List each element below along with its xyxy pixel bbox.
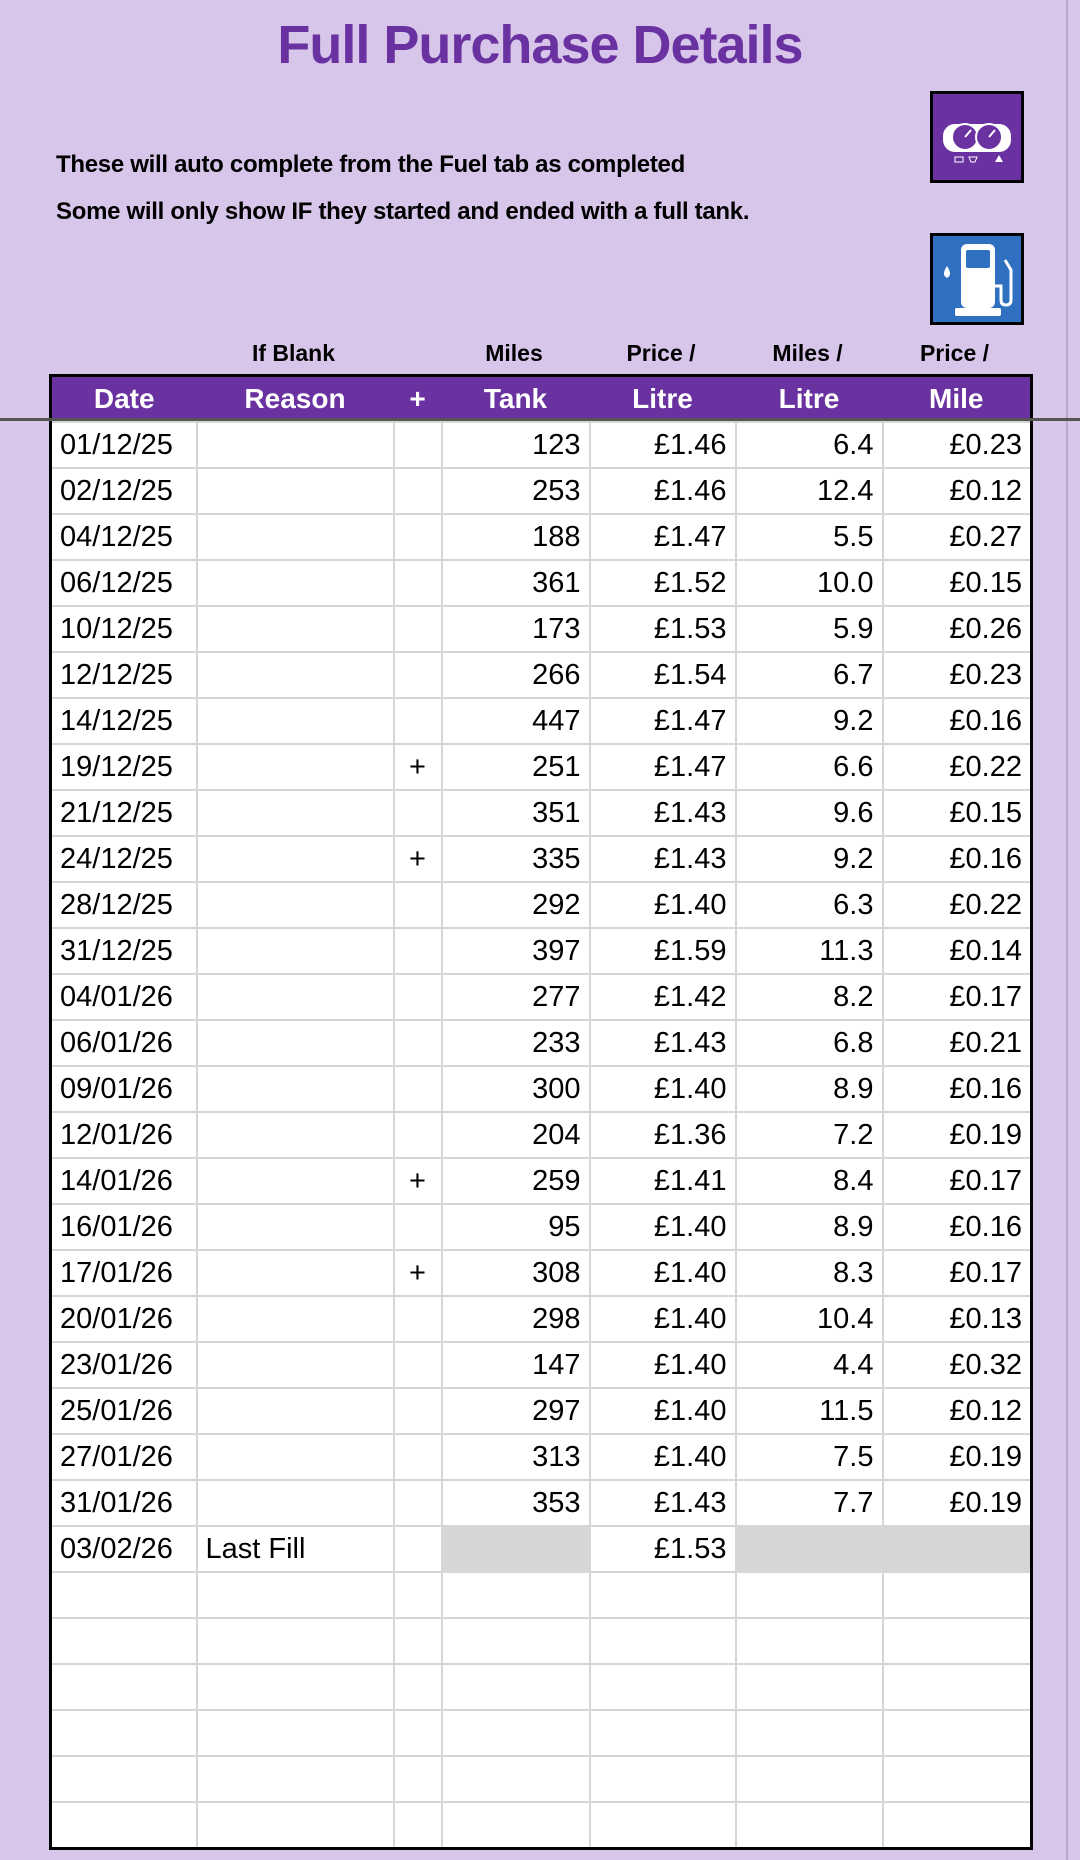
- cell-date[interactable]: 06/12/25: [51, 560, 197, 606]
- cell-reason[interactable]: [197, 974, 394, 1020]
- cell-plus[interactable]: [394, 468, 442, 514]
- cell-date[interactable]: 19/12/25: [51, 744, 197, 790]
- cell-plus[interactable]: [394, 514, 442, 560]
- cell-date[interactable]: 12/12/25: [51, 652, 197, 698]
- cell-reason[interactable]: [197, 1618, 394, 1664]
- cell-price-mile[interactable]: £0.23: [883, 422, 1032, 468]
- table-row: [51, 1204, 1032, 1250]
- cell-price-mile[interactable]: £0.19: [883, 1480, 1032, 1526]
- fuel-pump-icon[interactable]: [930, 233, 1024, 325]
- cell-price-mile[interactable]: £0.14: [883, 928, 1032, 974]
- cell-price-litre[interactable]: [590, 1618, 736, 1664]
- cell-reason[interactable]: [197, 1802, 394, 1849]
- empty-row: [51, 1618, 1032, 1664]
- cell-date[interactable]: 20/01/26: [51, 1296, 197, 1342]
- header-tank: Tank: [442, 376, 590, 423]
- table-row: [51, 1020, 1032, 1066]
- cell-plus[interactable]: [394, 1020, 442, 1066]
- cell-reason[interactable]: [197, 1572, 394, 1618]
- cell-price-litre[interactable]: £1.40: [590, 1388, 736, 1434]
- subheader-price-mile: Price /: [919, 340, 990, 366]
- cell-date[interactable]: 09/01/26: [51, 1066, 197, 1112]
- table-row: [51, 1296, 1032, 1342]
- cell-miles-litre[interactable]: [736, 1664, 883, 1710]
- cell-miles-litre[interactable]: 7.2: [736, 1112, 883, 1158]
- cell-price-mile[interactable]: [883, 1664, 1032, 1710]
- cell-tank[interactable]: 361: [442, 560, 590, 606]
- cell-tank[interactable]: 147: [442, 1342, 590, 1388]
- cell-price-litre[interactable]: £1.52: [590, 560, 736, 606]
- cell-price-litre[interactable]: £1.43: [590, 790, 736, 836]
- cell-tank[interactable]: [442, 1572, 590, 1618]
- cell-plus[interactable]: [394, 1342, 442, 1388]
- cell-date[interactable]: 06/01/26: [51, 1020, 197, 1066]
- table-row: [51, 928, 1032, 974]
- cell-plus[interactable]: [394, 1526, 442, 1572]
- cell-price-litre[interactable]: £1.47: [590, 744, 736, 790]
- cell-miles-litre[interactable]: [736, 1572, 883, 1618]
- cell-miles-litre[interactable]: 6.3: [736, 882, 883, 928]
- cell-miles-litre[interactable]: 5.5: [736, 514, 883, 560]
- cell-tank[interactable]: [442, 1710, 590, 1756]
- cell-plus[interactable]: [394, 882, 442, 928]
- empty-row: [51, 1572, 1032, 1618]
- empty-row: [51, 1664, 1032, 1710]
- cell-price-litre[interactable]: £1.40: [590, 1066, 736, 1112]
- cell-price-mile[interactable]: [883, 1710, 1032, 1756]
- cell-date[interactable]: 02/12/25: [51, 468, 197, 514]
- cell-tank[interactable]: 351: [442, 790, 590, 836]
- cell-reason[interactable]: [197, 514, 394, 560]
- page-title: Full Purchase Details: [277, 15, 803, 75]
- table-row: [51, 1250, 1032, 1296]
- table-row: [51, 790, 1032, 836]
- cell-tank[interactable]: 259: [442, 1158, 590, 1204]
- cell-price-litre[interactable]: [590, 1802, 736, 1849]
- table-row: [51, 1388, 1032, 1434]
- cell-date[interactable]: 12/01/26: [51, 1112, 197, 1158]
- cell-reason[interactable]: [197, 1204, 394, 1250]
- cell-reason[interactable]: [197, 1480, 394, 1526]
- cell-date[interactable]: 25/01/26: [51, 1388, 197, 1434]
- cell-tank[interactable]: [442, 1756, 590, 1802]
- cell-price-litre[interactable]: £1.47: [590, 514, 736, 560]
- cell-reason[interactable]: [197, 882, 394, 928]
- cell-miles-litre[interactable]: 9.2: [736, 698, 883, 744]
- cell-plus[interactable]: +: [394, 1158, 442, 1204]
- purchase-table: [49, 374, 1033, 1850]
- cell-plus[interactable]: [394, 928, 442, 974]
- cell-price-litre[interactable]: £1.54: [590, 652, 736, 698]
- table-row: [51, 514, 1032, 560]
- cell-reason[interactable]: [197, 1434, 394, 1480]
- table-row: [51, 1158, 1032, 1204]
- cell-plus[interactable]: [394, 652, 442, 698]
- cell-date[interactable]: 16/01/26: [51, 1204, 197, 1250]
- cell-plus[interactable]: [394, 560, 442, 606]
- cell-plus[interactable]: [394, 1756, 442, 1802]
- cell-price-mile[interactable]: £0.15: [883, 790, 1032, 836]
- cell-date[interactable]: 04/12/25: [51, 514, 197, 560]
- cell-tank[interactable]: 297: [442, 1388, 590, 1434]
- cell-reason[interactable]: [197, 560, 394, 606]
- cell-date[interactable]: [51, 1664, 197, 1710]
- cell-plus[interactable]: +: [394, 836, 442, 882]
- cell-tank[interactable]: 335: [442, 836, 590, 882]
- header-row: [51, 376, 1032, 423]
- cell-date[interactable]: [51, 1710, 197, 1756]
- cell-plus[interactable]: [394, 1066, 442, 1112]
- cell-price-litre[interactable]: £1.40: [590, 1434, 736, 1480]
- cell-tank[interactable]: 266: [442, 652, 590, 698]
- cell-plus[interactable]: [394, 1802, 442, 1849]
- cell-date[interactable]: 28/12/25: [51, 882, 197, 928]
- cell-plus[interactable]: [394, 1296, 442, 1342]
- cell-price-litre[interactable]: £1.46: [590, 468, 736, 514]
- cell-price-mile[interactable]: £0.17: [883, 974, 1032, 1020]
- cell-price-mile[interactable]: £0.22: [883, 744, 1032, 790]
- cell-price-mile[interactable]: £0.16: [883, 698, 1032, 744]
- cell-miles-litre[interactable]: 8.9: [736, 1066, 883, 1112]
- cell-reason[interactable]: [197, 928, 394, 974]
- cell-price-litre[interactable]: £1.43: [590, 1020, 736, 1066]
- cell-date[interactable]: 01/12/25: [51, 422, 197, 468]
- header-date: Date: [51, 376, 197, 423]
- cell-miles-litre[interactable]: [736, 1710, 883, 1756]
- cell-price-mile[interactable]: £0.12: [883, 1388, 1032, 1434]
- cell-plus[interactable]: +: [394, 1250, 442, 1296]
- cell-plus[interactable]: [394, 1618, 442, 1664]
- cell-miles-litre[interactable]: 7.5: [736, 1434, 883, 1480]
- cell-reason[interactable]: [197, 1066, 394, 1112]
- cell-miles-litre[interactable]: 6.6: [736, 744, 883, 790]
- cell-reason[interactable]: [197, 1710, 394, 1756]
- cell-miles-litre[interactable]: 11.3: [736, 928, 883, 974]
- cell-miles-litre[interactable]: 8.3: [736, 1250, 883, 1296]
- cell-reason[interactable]: [197, 652, 394, 698]
- cell-price-mile[interactable]: £0.26: [883, 606, 1032, 652]
- cell-date[interactable]: 14/12/25: [51, 698, 197, 744]
- cell-price-mile[interactable]: £0.16: [883, 1204, 1032, 1250]
- cell-reason[interactable]: [197, 422, 394, 468]
- cell-tank[interactable]: 173: [442, 606, 590, 652]
- cell-miles-litre[interactable]: 7.7: [736, 1480, 883, 1526]
- table-row: [51, 606, 1032, 652]
- subheader-price-litre: Price /: [626, 340, 696, 366]
- cell-tank[interactable]: 188: [442, 514, 590, 560]
- frozen-pane-divider: [0, 418, 1080, 421]
- header-price-litre: Litre: [590, 376, 736, 423]
- cell-date[interactable]: 23/01/26: [51, 1342, 197, 1388]
- table-row: [51, 1480, 1032, 1526]
- cell-plus[interactable]: [394, 698, 442, 744]
- cell-date[interactable]: 14/01/26: [51, 1158, 197, 1204]
- cell-price-mile[interactable]: £0.21: [883, 1020, 1032, 1066]
- table-row: [51, 1342, 1032, 1388]
- cell-plus[interactable]: [394, 606, 442, 652]
- cell-price-litre[interactable]: £1.40: [590, 1204, 736, 1250]
- empty-row: [51, 1756, 1032, 1802]
- cell-miles-litre[interactable]: 6.4: [736, 422, 883, 468]
- cell-miles-litre[interactable]: 10.0: [736, 560, 883, 606]
- header-plus: +: [394, 376, 442, 423]
- cell-tank[interactable]: 353: [442, 1480, 590, 1526]
- note-full-tank: Some will only show IF they started and ended with a full tank.: [56, 198, 750, 225]
- table-row: [51, 698, 1032, 744]
- cell-reason[interactable]: [197, 698, 394, 744]
- subheader-miles-litre: Miles /: [772, 340, 843, 366]
- cell-price-mile[interactable]: £0.19: [883, 1434, 1032, 1480]
- cell-plus[interactable]: [394, 1434, 442, 1480]
- cell-price-mile[interactable]: £0.12: [883, 468, 1032, 514]
- cell-price-mile[interactable]: £0.16: [883, 836, 1032, 882]
- cell-price-litre[interactable]: £1.40: [590, 882, 736, 928]
- cell-price-litre[interactable]: £1.36: [590, 1112, 736, 1158]
- cell-price-litre[interactable]: £1.42: [590, 974, 736, 1020]
- cell-miles-litre[interactable]: 9.6: [736, 790, 883, 836]
- cell-price-litre[interactable]: [590, 1572, 736, 1618]
- table-row: [51, 652, 1032, 698]
- cell-price-mile[interactable]: £0.15: [883, 560, 1032, 606]
- empty-row: [51, 1710, 1032, 1756]
- cell-price-litre[interactable]: £1.47: [590, 698, 736, 744]
- cell-miles-litre[interactable]: 8.4: [736, 1158, 883, 1204]
- note-auto-complete: These will auto complete from the Fuel tab as completed: [56, 151, 685, 178]
- cell-tank[interactable]: 251: [442, 744, 590, 790]
- cell-plus[interactable]: [394, 1710, 442, 1756]
- cell-price-mile[interactable]: £0.27: [883, 514, 1032, 560]
- cell-tank[interactable]: 313: [442, 1434, 590, 1480]
- header-miles-litre: Litre: [736, 376, 883, 423]
- cell-miles-litre[interactable]: [736, 1526, 883, 1572]
- cell-price-mile[interactable]: £0.17: [883, 1250, 1032, 1296]
- cell-price-litre[interactable]: £1.41: [590, 1158, 736, 1204]
- cell-plus[interactable]: [394, 1112, 442, 1158]
- table-row: [51, 1066, 1032, 1112]
- table-row: [51, 468, 1032, 514]
- cell-price-mile[interactable]: [883, 1756, 1032, 1802]
- cell-reason[interactable]: [197, 1388, 394, 1434]
- cell-date[interactable]: 24/12/25: [51, 836, 197, 882]
- cell-reason[interactable]: [197, 1756, 394, 1802]
- table-row: [51, 422, 1032, 468]
- cell-price-litre[interactable]: £1.53: [590, 1526, 736, 1572]
- empty-row: [51, 1802, 1032, 1849]
- cell-tank[interactable]: 308: [442, 1250, 590, 1296]
- table-row: [51, 1434, 1032, 1480]
- cell-date[interactable]: 27/01/26: [51, 1434, 197, 1480]
- cell-tank[interactable]: 253: [442, 468, 590, 514]
- cell-price-mile[interactable]: £0.22: [883, 882, 1032, 928]
- cell-miles-litre[interactable]: 5.9: [736, 606, 883, 652]
- cell-date[interactable]: [51, 1802, 197, 1849]
- table-row: [51, 882, 1032, 928]
- cell-date[interactable]: 04/01/26: [51, 974, 197, 1020]
- cell-price-mile[interactable]: £0.16: [883, 1066, 1032, 1112]
- cell-tank[interactable]: 233: [442, 1020, 590, 1066]
- table-row: [51, 1112, 1032, 1158]
- cell-miles-litre[interactable]: 8.9: [736, 1204, 883, 1250]
- table-row: [51, 560, 1032, 606]
- cell-tank[interactable]: 204: [442, 1112, 590, 1158]
- subheader-reason: If Blank: [251, 340, 336, 366]
- cell-miles-litre[interactable]: 6.8: [736, 1020, 883, 1066]
- cell-miles-litre[interactable]: 11.5: [736, 1388, 883, 1434]
- cell-date[interactable]: 10/12/25: [51, 606, 197, 652]
- cell-reason[interactable]: [197, 1296, 394, 1342]
- cell-reason[interactable]: [197, 1158, 394, 1204]
- page-edge: [1066, 0, 1068, 1860]
- table-row: [51, 836, 1032, 882]
- cell-reason[interactable]: [197, 1250, 394, 1296]
- cell-price-mile[interactable]: [883, 1526, 1032, 1572]
- cell-price-litre[interactable]: £1.40: [590, 1342, 736, 1388]
- cell-price-mile[interactable]: £0.23: [883, 652, 1032, 698]
- cell-miles-litre[interactable]: 9.2: [736, 836, 883, 882]
- cell-price-mile[interactable]: [883, 1618, 1032, 1664]
- cell-miles-litre[interactable]: 12.4: [736, 468, 883, 514]
- cell-plus[interactable]: [394, 1204, 442, 1250]
- header-reason: Reason: [197, 376, 394, 423]
- cell-reason[interactable]: [197, 1664, 394, 1710]
- cell-date[interactable]: 03/02/26: [51, 1526, 197, 1572]
- table-row: [51, 974, 1032, 1020]
- cell-price-litre[interactable]: [590, 1664, 736, 1710]
- header-price-mile: Mile: [883, 376, 1032, 423]
- cell-reason[interactable]: [197, 1112, 394, 1158]
- dashboard-gauges-icon[interactable]: [930, 91, 1024, 183]
- cell-miles-litre[interactable]: 4.4: [736, 1342, 883, 1388]
- cell-price-litre[interactable]: £1.59: [590, 928, 736, 974]
- cell-tank[interactable]: 123: [442, 422, 590, 468]
- cell-reason[interactable]: [197, 606, 394, 652]
- table-row: [51, 1526, 1032, 1572]
- cell-plus[interactable]: [394, 790, 442, 836]
- cell-tank[interactable]: [442, 1618, 590, 1664]
- cell-plus[interactable]: [394, 1388, 442, 1434]
- cell-tank[interactable]: 300: [442, 1066, 590, 1112]
- cell-price-litre[interactable]: [590, 1710, 736, 1756]
- cell-reason[interactable]: [197, 790, 394, 836]
- cell-reason[interactable]: Last Fill: [197, 1526, 394, 1572]
- cell-price-litre[interactable]: £1.43: [590, 1480, 736, 1526]
- cell-tank[interactable]: [442, 1802, 590, 1849]
- cell-price-litre[interactable]: £1.40: [590, 1296, 736, 1342]
- cell-plus[interactable]: [394, 422, 442, 468]
- cell-price-litre[interactable]: £1.46: [590, 422, 736, 468]
- cell-plus[interactable]: [394, 1572, 442, 1618]
- cell-date[interactable]: 21/12/25: [51, 790, 197, 836]
- cell-price-litre[interactable]: £1.40: [590, 1250, 736, 1296]
- cell-miles-litre[interactable]: [736, 1756, 883, 1802]
- cell-miles-litre[interactable]: 10.4: [736, 1296, 883, 1342]
- cell-plus[interactable]: +: [394, 744, 442, 790]
- cell-miles-litre[interactable]: 6.7: [736, 652, 883, 698]
- cell-price-litre[interactable]: £1.53: [590, 606, 736, 652]
- cell-plus[interactable]: [394, 1480, 442, 1526]
- cell-price-mile[interactable]: [883, 1572, 1032, 1618]
- subheader-tank: Miles: [485, 340, 543, 366]
- cell-tank[interactable]: [442, 1664, 590, 1710]
- cell-price-litre[interactable]: [590, 1756, 736, 1802]
- cell-reason[interactable]: [197, 468, 394, 514]
- cell-price-mile[interactable]: £0.17: [883, 1158, 1032, 1204]
- cell-price-mile[interactable]: [883, 1802, 1032, 1849]
- cell-reason[interactable]: [197, 1020, 394, 1066]
- cell-price-mile[interactable]: £0.13: [883, 1296, 1032, 1342]
- cell-tank[interactable]: 292: [442, 882, 590, 928]
- cell-miles-litre[interactable]: 8.2: [736, 974, 883, 1020]
- cell-miles-litre[interactable]: [736, 1802, 883, 1849]
- cell-date[interactable]: 31/01/26: [51, 1480, 197, 1526]
- cell-tank[interactable]: 95: [442, 1204, 590, 1250]
- cell-miles-litre[interactable]: [736, 1618, 883, 1664]
- cell-price-mile[interactable]: £0.19: [883, 1112, 1032, 1158]
- table-row: [51, 744, 1032, 790]
- cell-reason[interactable]: [197, 1342, 394, 1388]
- cell-plus[interactable]: [394, 1664, 442, 1710]
- cell-reason[interactable]: [197, 836, 394, 882]
- cell-date[interactable]: 31/12/25: [51, 928, 197, 974]
- cell-date[interactable]: [51, 1618, 197, 1664]
- cell-tank[interactable]: 298: [442, 1296, 590, 1342]
- cell-price-litre[interactable]: £1.43: [590, 836, 736, 882]
- cell-tank[interactable]: 397: [442, 928, 590, 974]
- cell-tank[interactable]: 277: [442, 974, 590, 1020]
- cell-date[interactable]: [51, 1756, 197, 1802]
- cell-plus[interactable]: [394, 974, 442, 1020]
- cell-tank[interactable]: [442, 1526, 590, 1572]
- cell-tank[interactable]: 447: [442, 698, 590, 744]
- cell-price-mile[interactable]: £0.32: [883, 1342, 1032, 1388]
- cell-date[interactable]: 17/01/26: [51, 1250, 197, 1296]
- cell-date[interactable]: [51, 1572, 197, 1618]
- cell-reason[interactable]: [197, 744, 394, 790]
